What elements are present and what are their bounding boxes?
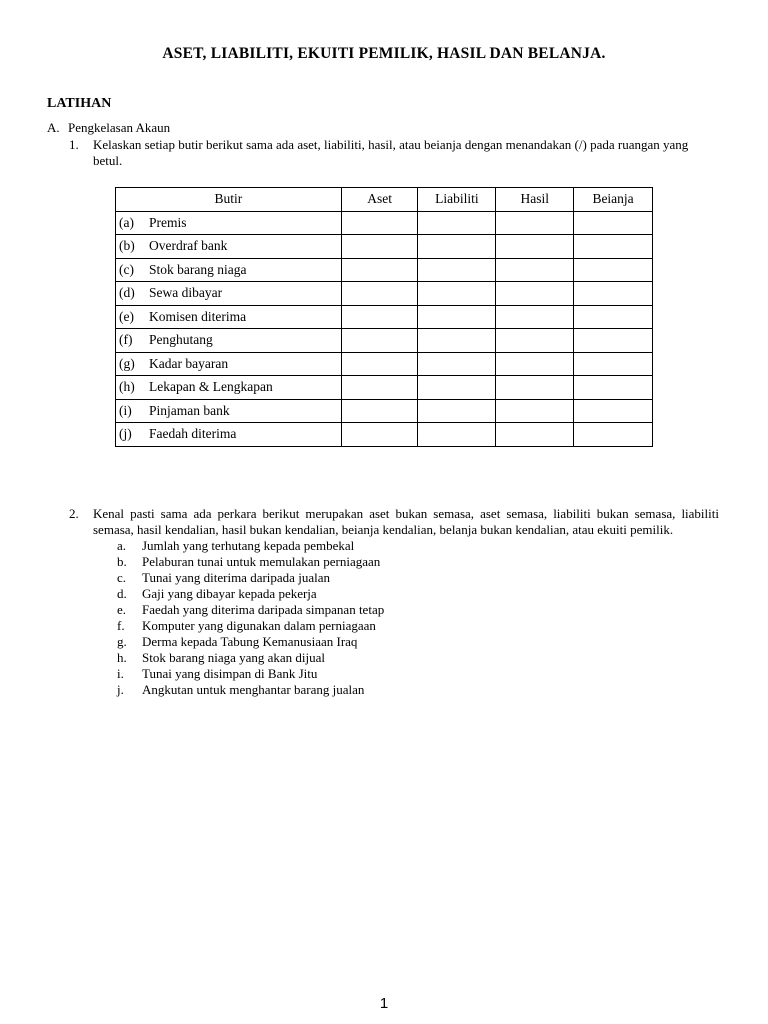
- list-marker: a.: [117, 538, 127, 553]
- answer-cell-hasil[interactable]: [496, 305, 574, 329]
- answer-cell-beianja[interactable]: [574, 399, 653, 423]
- list-item-text: Tunai yang disimpan di Bank Jitu: [142, 666, 318, 681]
- answer-cell-liabiliti[interactable]: [418, 211, 496, 235]
- answer-cell-aset[interactable]: [341, 329, 418, 353]
- list-item: [117, 634, 719, 650]
- item-cell: [116, 399, 342, 423]
- answer-cell-liabiliti[interactable]: [418, 235, 496, 259]
- item-label: (i): [119, 402, 132, 418]
- item-cell: [116, 282, 342, 306]
- header-butir: Butir: [116, 188, 342, 212]
- item-cell: [116, 235, 342, 259]
- answer-cell-liabiliti[interactable]: [418, 282, 496, 306]
- answer-cell-beianja[interactable]: [574, 352, 653, 376]
- item-cell: [116, 211, 342, 235]
- answer-cell-aset[interactable]: [341, 211, 418, 235]
- part-a-heading: [47, 120, 170, 136]
- list-item-text: Komputer yang digunakan dalam perniagaan: [142, 618, 376, 633]
- item-label: (a): [119, 214, 134, 230]
- section-heading: LATIHAN: [47, 96, 112, 111]
- classification-table: [115, 187, 653, 447]
- table-row: [116, 235, 653, 259]
- answer-cell-liabiliti[interactable]: [418, 305, 496, 329]
- table-row: [116, 305, 653, 329]
- part-a-label: Pengkelasan Akaun: [68, 120, 171, 135]
- list-marker: i.: [117, 666, 124, 681]
- item-text: Stok barang niaga: [149, 261, 247, 277]
- list-item: [117, 618, 719, 634]
- list-item: [117, 682, 719, 698]
- answer-cell-aset[interactable]: [341, 282, 418, 306]
- item-text: Lekapan & Lengkapan: [149, 379, 273, 395]
- list-marker: b.: [117, 554, 127, 569]
- list-marker: h.: [117, 650, 127, 665]
- answer-cell-beianja[interactable]: [574, 376, 653, 400]
- list-item: [117, 554, 719, 570]
- list-item-text: Gaji yang dibayar kepada pekerja: [142, 586, 317, 601]
- answer-cell-liabiliti[interactable]: [418, 352, 496, 376]
- answer-cell-liabiliti[interactable]: [418, 376, 496, 400]
- header-hasil: Hasil: [496, 188, 574, 212]
- list-marker: g.: [117, 634, 127, 649]
- answer-cell-hasil[interactable]: [496, 376, 574, 400]
- item-label: (j): [119, 426, 132, 442]
- answer-cell-beianja[interactable]: [574, 305, 653, 329]
- answer-cell-liabiliti[interactable]: [418, 399, 496, 423]
- item-label: (b): [119, 238, 135, 254]
- item-text: Overdraf bank: [149, 238, 228, 254]
- answer-cell-hasil[interactable]: [496, 211, 574, 235]
- item-label: (h): [119, 379, 135, 395]
- list-marker: e.: [117, 602, 127, 617]
- answer-cell-liabiliti[interactable]: [418, 423, 496, 447]
- item-text: Penghutang: [149, 332, 213, 348]
- list-item-text: Derma kepada Tabung Kemanusiaan Iraq: [142, 634, 358, 649]
- table-row: [116, 211, 653, 235]
- item-label: (c): [119, 261, 134, 277]
- item-cell: [116, 423, 342, 447]
- list-item-text: Stok barang niaga yang akan dijual: [142, 650, 326, 665]
- answer-cell-hasil[interactable]: [496, 235, 574, 259]
- list-item: [117, 586, 719, 602]
- answer-cell-beianja[interactable]: [574, 258, 653, 282]
- list-marker: f.: [117, 618, 125, 633]
- answer-cell-beianja[interactable]: [574, 282, 653, 306]
- answer-cell-aset[interactable]: [341, 305, 418, 329]
- table-row: [116, 352, 653, 376]
- list-item: [117, 666, 719, 682]
- answer-cell-hasil[interactable]: [496, 258, 574, 282]
- item-cell: [116, 258, 342, 282]
- list-item: [117, 602, 719, 618]
- list-item: [117, 538, 719, 554]
- page-number: 1: [379, 995, 389, 1012]
- question-1: [69, 137, 719, 169]
- list-marker: j.: [117, 682, 124, 697]
- answer-cell-aset[interactable]: [341, 235, 418, 259]
- list-marker: c.: [117, 570, 127, 585]
- item-cell: [116, 329, 342, 353]
- list-item: [117, 570, 719, 586]
- answer-cell-beianja[interactable]: [574, 211, 653, 235]
- item-text: Premis: [149, 214, 187, 230]
- item-text: Pinjaman bank: [149, 402, 230, 418]
- question-2-text: Kenal pasti sama ada perkara berikut merupakan aset bukan semasa, aset semasa, liabiliti bukan semasa, liabiliti semasa, hasil kendalian, hasil bukan kendalian, beianja kendalian, belanja bukan kendalian, atau ekuiti pemilik.: [93, 506, 719, 537]
- question-2-list: [117, 538, 719, 698]
- table-row: [116, 282, 653, 306]
- table-row: [116, 423, 653, 447]
- answer-cell-hasil[interactable]: [496, 329, 574, 353]
- table-row: [116, 399, 653, 423]
- item-text: Kadar bayaran: [149, 355, 229, 371]
- answer-cell-liabiliti[interactable]: [418, 258, 496, 282]
- item-label: (f): [119, 332, 133, 348]
- answer-cell-beianja[interactable]: [574, 235, 653, 259]
- list-item-text: Faedah yang diterima daripada simpanan tetap: [142, 602, 385, 617]
- answer-cell-beianja[interactable]: [574, 423, 653, 447]
- item-text: Faedah diterima: [149, 426, 237, 442]
- answer-cell-hasil[interactable]: [496, 399, 574, 423]
- answer-cell-hasil[interactable]: [496, 352, 574, 376]
- item-text: Sewa dibayar: [149, 285, 223, 301]
- table-row: [116, 376, 653, 400]
- question-2: [69, 506, 719, 698]
- answer-cell-aset[interactable]: [341, 423, 418, 447]
- answer-cell-hasil[interactable]: [496, 423, 574, 447]
- answer-cell-liabiliti[interactable]: [418, 329, 496, 353]
- table-row: [116, 258, 653, 282]
- item-label: (d): [119, 285, 135, 301]
- item-cell: [116, 352, 342, 376]
- list-item-text: Tunai yang diterima daripada jualan: [142, 570, 330, 585]
- answer-cell-aset[interactable]: [341, 399, 418, 423]
- list-item: [117, 650, 719, 666]
- header-aset: Aset: [341, 188, 418, 212]
- part-a-letter: A.: [47, 120, 60, 135]
- question-1-text: Kelaskan setiap butir berikut sama ada aset, liabiliti, hasil, atau beianja dengan menandakan (/) pada ruangan yang betul.: [93, 137, 689, 168]
- question-1-number: 1.: [69, 137, 79, 152]
- answer-cell-aset[interactable]: [341, 376, 418, 400]
- list-marker: d.: [117, 586, 127, 601]
- table-header-row: [116, 188, 653, 212]
- item-label: (e): [119, 308, 134, 324]
- table-row: [116, 329, 653, 353]
- item-label: (g): [119, 355, 135, 371]
- answer-cell-beianja[interactable]: [574, 329, 653, 353]
- answer-cell-aset[interactable]: [341, 352, 418, 376]
- item-cell: [116, 376, 342, 400]
- document-title: ASET, LIABILITI, EKUITI PEMILIK, HASIL DAN BELANJA.: [162, 45, 606, 62]
- list-item-text: Jumlah yang terhutang kepada pembekal: [142, 538, 355, 553]
- answer-cell-hasil[interactable]: [496, 282, 574, 306]
- list-item-text: Angkutan untuk menghantar barang jualan: [142, 682, 365, 697]
- header-beianja: Beianja: [574, 188, 653, 212]
- item-text: Komisen diterima: [149, 308, 247, 324]
- header-liabiliti: Liabiliti: [418, 188, 496, 212]
- answer-cell-aset[interactable]: [341, 258, 418, 282]
- list-item-text: Pelaburan tunai untuk memulakan perniagaan: [142, 554, 381, 569]
- question-2-number: 2.: [69, 506, 79, 521]
- item-cell: [116, 305, 342, 329]
